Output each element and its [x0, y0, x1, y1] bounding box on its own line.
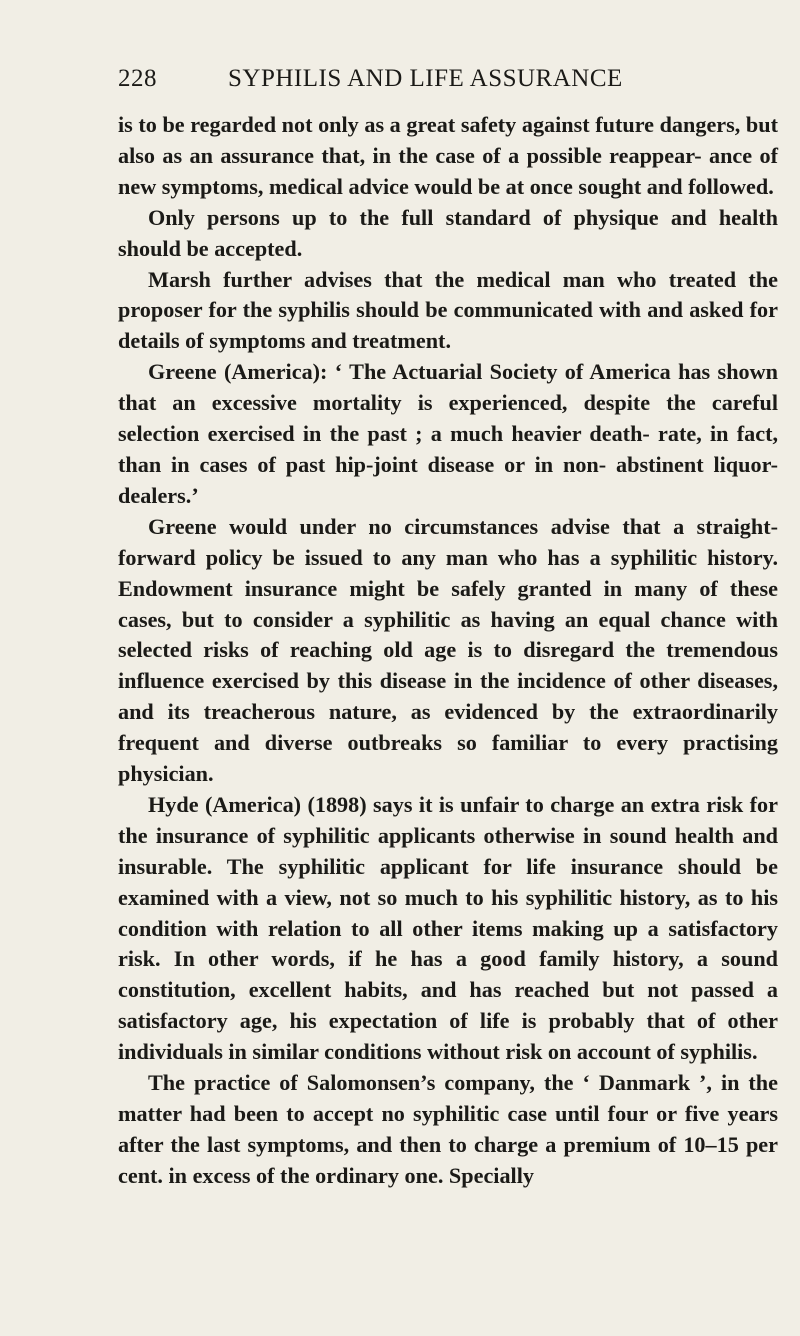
paragraph: Greene would under no circumstances advise that a straight- forward policy be issued to any man who has a syphilitic history. Endowment insurance might be safely granted in many of these cases, but to consider a syphilitic as having an equal chance with selected risks of reaching old age is to disregard the tremendous influence exercised by this disease in the incidence of other diseases, and its treacherous nature, as evidenced by the extraordinarily frequent and diverse outbreaks so familiar to every practising physician.	[118, 513, 778, 787]
paragraph-continuation: is to be regarded not only as a great safety against future dangers, but also as an assurance that, in the case of a possible reappear- ance of new symptoms, medical advice would be at once sought and followed.	[118, 112, 778, 199]
page-number: 228	[118, 65, 157, 92]
running-title: SYPHILIS AND LIFE ASSURANCE	[228, 65, 623, 92]
paragraph: The practice of Salomonsen’s company, the ‘ Danmark ’, in the matter had been to accept no syphilitic case until four or five years after the last symptoms, and then to charge a premium of 10–15 per cent. in excess of the ordinary one. Specially	[118, 1070, 778, 1188]
paragraph: Hyde (America) (1898) says it is unfair to charge an extra risk for the insurance of syphilitic applicants otherwise in sound health and insurable. The syphilitic applicant for life insurance should be examined with a view, not so much to his syphilitic history, as to his condition with relation to all other items making up a satisfactory risk. In other words, if he has a good family history, a sound constitution, excellent habits, and has reached but not passed a satisfactory age, his expectation of life is probably that of other individuals in similar conditions without risk on account of syphilis.	[118, 791, 778, 1065]
body-text	[118, 110, 778, 1192]
paragraph: Only persons up to the full standard of physique and health should be accepted.	[118, 204, 778, 261]
running-head	[118, 62, 778, 96]
paragraph: Marsh further advises that the medical man who treated the proposer for the syphilis should be communicated with and asked for details of symptoms and treatment.	[118, 266, 778, 354]
paragraph: Greene (America): ‘ The Actuarial Society of America has shown that an excessive mortality is experienced, despite the careful selection exercised in the past ; a much heavier death- rate, in fact, than in cases of past hip-joint disease or in non- abstinent liquor-dealers.’	[118, 359, 778, 508]
